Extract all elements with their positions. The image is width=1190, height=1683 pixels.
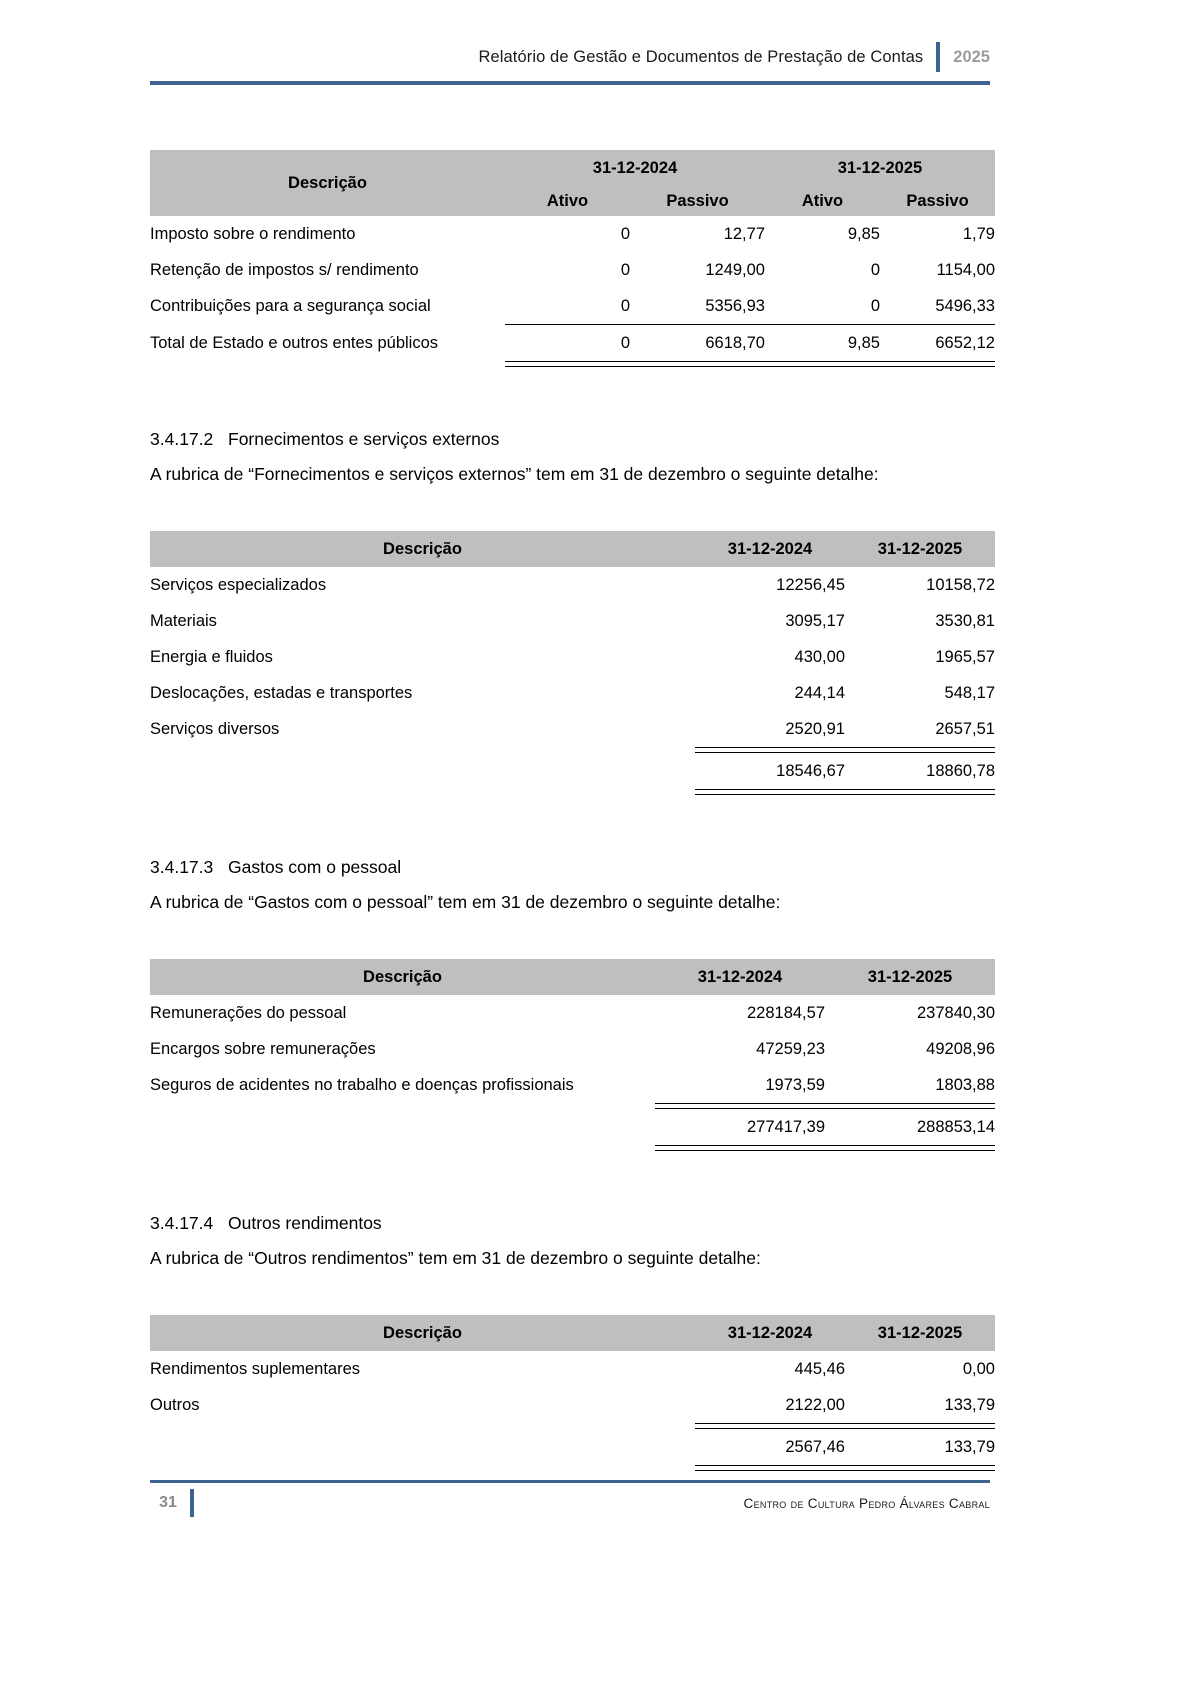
table-estado-header — [150, 150, 995, 216]
cell-ativo-2024: 0 — [620, 260, 630, 279]
table-gastos-com-pessoal — [150, 959, 995, 1151]
table-row — [150, 639, 995, 675]
table-row — [150, 216, 995, 252]
table-row — [150, 995, 995, 1031]
table-row — [150, 711, 995, 747]
header-content — [150, 40, 990, 74]
row-label: Serviços especializados — [150, 575, 327, 594]
cell-2025: 548,17 — [944, 683, 995, 702]
table-header-row — [150, 1315, 995, 1351]
table-row — [150, 288, 995, 324]
header-divider — [936, 42, 940, 72]
column-header-2024: 31-12-2024 — [695, 1315, 845, 1351]
page-header — [150, 40, 990, 74]
cell-passivo-2025: 1,79 — [962, 224, 995, 243]
subcolumn-header-ativo-2024: Ativo — [505, 186, 630, 216]
cell-2025: 49208,96 — [926, 1039, 995, 1058]
total-2025: 288853,14 — [917, 1117, 995, 1136]
table-row — [150, 603, 995, 639]
cell-2025: 0,00 — [962, 1359, 995, 1378]
table-row — [150, 1387, 995, 1423]
table-fornecimentos-servicos-externos — [150, 531, 995, 795]
cell-2025: 1965,57 — [935, 647, 995, 666]
column-header-2024: 31-12-2024 — [655, 959, 825, 995]
section-title: Gastos com o pessoal — [228, 857, 402, 877]
total-passivo-2024: 6618,70 — [705, 333, 765, 352]
cell-2024: 47259,23 — [756, 1039, 825, 1058]
cell-passivo-2025: 1154,00 — [936, 260, 995, 279]
row-label: Seguros de acidentes no trabalho e doenças profissionais — [150, 1075, 574, 1094]
row-label: Energia e fluidos — [150, 647, 273, 666]
table-estado-outros-entes-publicos — [150, 150, 995, 367]
table-pessoal-body — [150, 995, 995, 1151]
subcolumn-header-ativo-2025: Ativo — [765, 186, 880, 216]
row-label: Serviços diversos — [150, 719, 280, 738]
footer-organization: Centro de Cultura Pedro Álvares Cabral — [743, 1495, 990, 1511]
cell-2025: 2657,51 — [935, 719, 995, 738]
table-estado-body — [150, 216, 995, 367]
table-total-row — [150, 325, 995, 361]
table-row — [150, 675, 995, 711]
table-total-row — [150, 1109, 995, 1145]
section-number: 3.4.17.2 — [150, 429, 214, 449]
cell-passivo-2025: 5496,33 — [935, 296, 995, 315]
table-header-row — [150, 150, 995, 186]
header-rule — [150, 81, 990, 85]
total-2024: 2567,46 — [785, 1437, 845, 1456]
table-row — [150, 252, 995, 288]
cell-passivo-2024: 5356,93 — [705, 296, 765, 315]
cell-passivo-2024: 12,77 — [723, 224, 765, 243]
row-label: Materiais — [150, 611, 217, 630]
header-title: Relatório de Gestão e Documentos de Prestação de Contas — [478, 47, 924, 66]
cell-2024: 1973,59 — [765, 1075, 825, 1094]
table-total-row — [150, 1429, 995, 1465]
total-ativo-2025: 9,85 — [847, 333, 880, 352]
row-label: Encargos sobre remunerações — [150, 1039, 376, 1058]
total-2025: 18860,78 — [926, 761, 995, 780]
section-title: Fornecimentos e serviços externos — [228, 429, 500, 449]
column-header-2024: 31-12-2024 — [505, 150, 765, 186]
column-header-2024: 31-12-2024 — [695, 531, 845, 567]
cell-2025: 133,79 — [944, 1395, 995, 1414]
subcolumn-header-passivo-2025: Passivo — [880, 186, 995, 216]
column-header-descricao: Descrição — [150, 150, 505, 216]
spacer — [150, 485, 995, 531]
section-number: 3.4.17.4 — [150, 1213, 214, 1233]
section-intro-3-4-17-4: A rubrica de “Outros rendimentos” tem em 31 de dezembro o seguinte detalhe: — [150, 1248, 761, 1268]
section-number: 3.4.17.3 — [150, 857, 214, 877]
column-header-2025: 31-12-2025 — [765, 150, 995, 186]
cell-2025: 3530,81 — [935, 611, 995, 630]
column-header-descricao: Descrição — [150, 531, 695, 567]
spacer — [150, 795, 995, 857]
total-rule-bottom — [150, 1465, 995, 1471]
total-2024: 18546,67 — [776, 761, 845, 780]
section-intro-3-4-17-3: A rubrica de “Gastos com o pessoal” tem em 31 de dezembro o seguinte detalhe: — [150, 892, 781, 912]
section-heading-3-4-17-3 — [150, 857, 995, 878]
total-label: Total de Estado e outros entes públicos — [150, 333, 439, 352]
column-header-2025: 31-12-2025 — [825, 959, 995, 995]
footer-rule — [150, 1480, 990, 1483]
cell-2024: 3095,17 — [785, 611, 845, 630]
cell-2024: 244,14 — [794, 683, 845, 702]
subcolumn-header-passivo-2024: Passivo — [630, 186, 765, 216]
spacer — [150, 367, 995, 429]
section-title: Outros rendimentos — [228, 1213, 382, 1233]
spacer — [150, 1151, 995, 1213]
cell-ativo-2025: 0 — [870, 260, 880, 279]
row-label: Rendimentos suplementares — [150, 1359, 361, 1378]
column-header-descricao: Descrição — [150, 959, 655, 995]
cell-ativo-2024: 0 — [620, 296, 630, 315]
row-label: Deslocações, estadas e transportes — [150, 683, 413, 702]
total-2024: 277417,39 — [747, 1117, 825, 1136]
cell-2024: 430,00 — [794, 647, 845, 666]
cell-passivo-2024: 1249,00 — [705, 260, 765, 279]
section-heading-3-4-17-4 — [150, 1213, 995, 1234]
footer-content — [150, 1489, 990, 1517]
table-outros-header — [150, 1315, 995, 1351]
table-outros-rendimentos — [150, 1315, 995, 1471]
cell-2025: 237840,30 — [917, 1003, 995, 1022]
column-header-2025: 31-12-2025 — [845, 1315, 995, 1351]
page-content — [150, 150, 995, 1471]
spacer — [150, 1269, 995, 1315]
cell-2024: 445,46 — [794, 1359, 845, 1378]
cell-ativo-2025: 9,85 — [847, 224, 880, 243]
table-header-row — [150, 959, 995, 995]
cell-2025: 10158,72 — [926, 575, 995, 594]
cell-2024: 12256,45 — [776, 575, 845, 594]
page-number: 31 — [159, 1494, 177, 1511]
total-ativo-2024: 0 — [620, 333, 630, 352]
total-label — [150, 1429, 695, 1465]
section-intro-3-4-17-2: A rubrica de “Fornecimentos e serviços externos” tem em 31 de dezembro o seguinte detalhe: — [150, 464, 879, 484]
table-outros-body — [150, 1351, 995, 1471]
table-total-row — [150, 753, 995, 789]
header-year: 2025 — [953, 47, 990, 66]
cell-2024: 2122,00 — [785, 1395, 845, 1414]
total-label — [150, 753, 695, 789]
total-passivo-2025: 6652,12 — [935, 333, 995, 352]
row-label: Remunerações do pessoal — [150, 1003, 347, 1022]
total-label — [150, 1109, 655, 1145]
row-label: Imposto sobre o rendimento — [150, 224, 356, 243]
table-row — [150, 1351, 995, 1387]
row-label: Outros — [150, 1395, 200, 1414]
table-fse-header — [150, 531, 995, 567]
total-2025: 133,79 — [944, 1437, 995, 1456]
table-row — [150, 1031, 995, 1067]
table-header-row — [150, 531, 995, 567]
section-heading-3-4-17-2 — [150, 429, 995, 450]
row-label: Contribuições para a segurança social — [150, 296, 431, 315]
table-fse-body — [150, 567, 995, 795]
column-header-2025: 31-12-2025 — [845, 531, 995, 567]
cell-2024: 2520,91 — [785, 719, 845, 738]
footer-divider — [190, 1489, 194, 1517]
spacer — [150, 913, 995, 959]
column-header-descricao: Descrição — [150, 1315, 695, 1351]
cell-2024: 228184,57 — [747, 1003, 825, 1022]
table-row — [150, 567, 995, 603]
table-row — [150, 1067, 995, 1103]
cell-ativo-2024: 0 — [620, 224, 630, 243]
cell-2025: 1803,88 — [935, 1075, 995, 1094]
cell-ativo-2025: 0 — [870, 296, 880, 315]
row-label: Retenção de impostos s/ rendimento — [150, 260, 419, 279]
table-pessoal-header — [150, 959, 995, 995]
